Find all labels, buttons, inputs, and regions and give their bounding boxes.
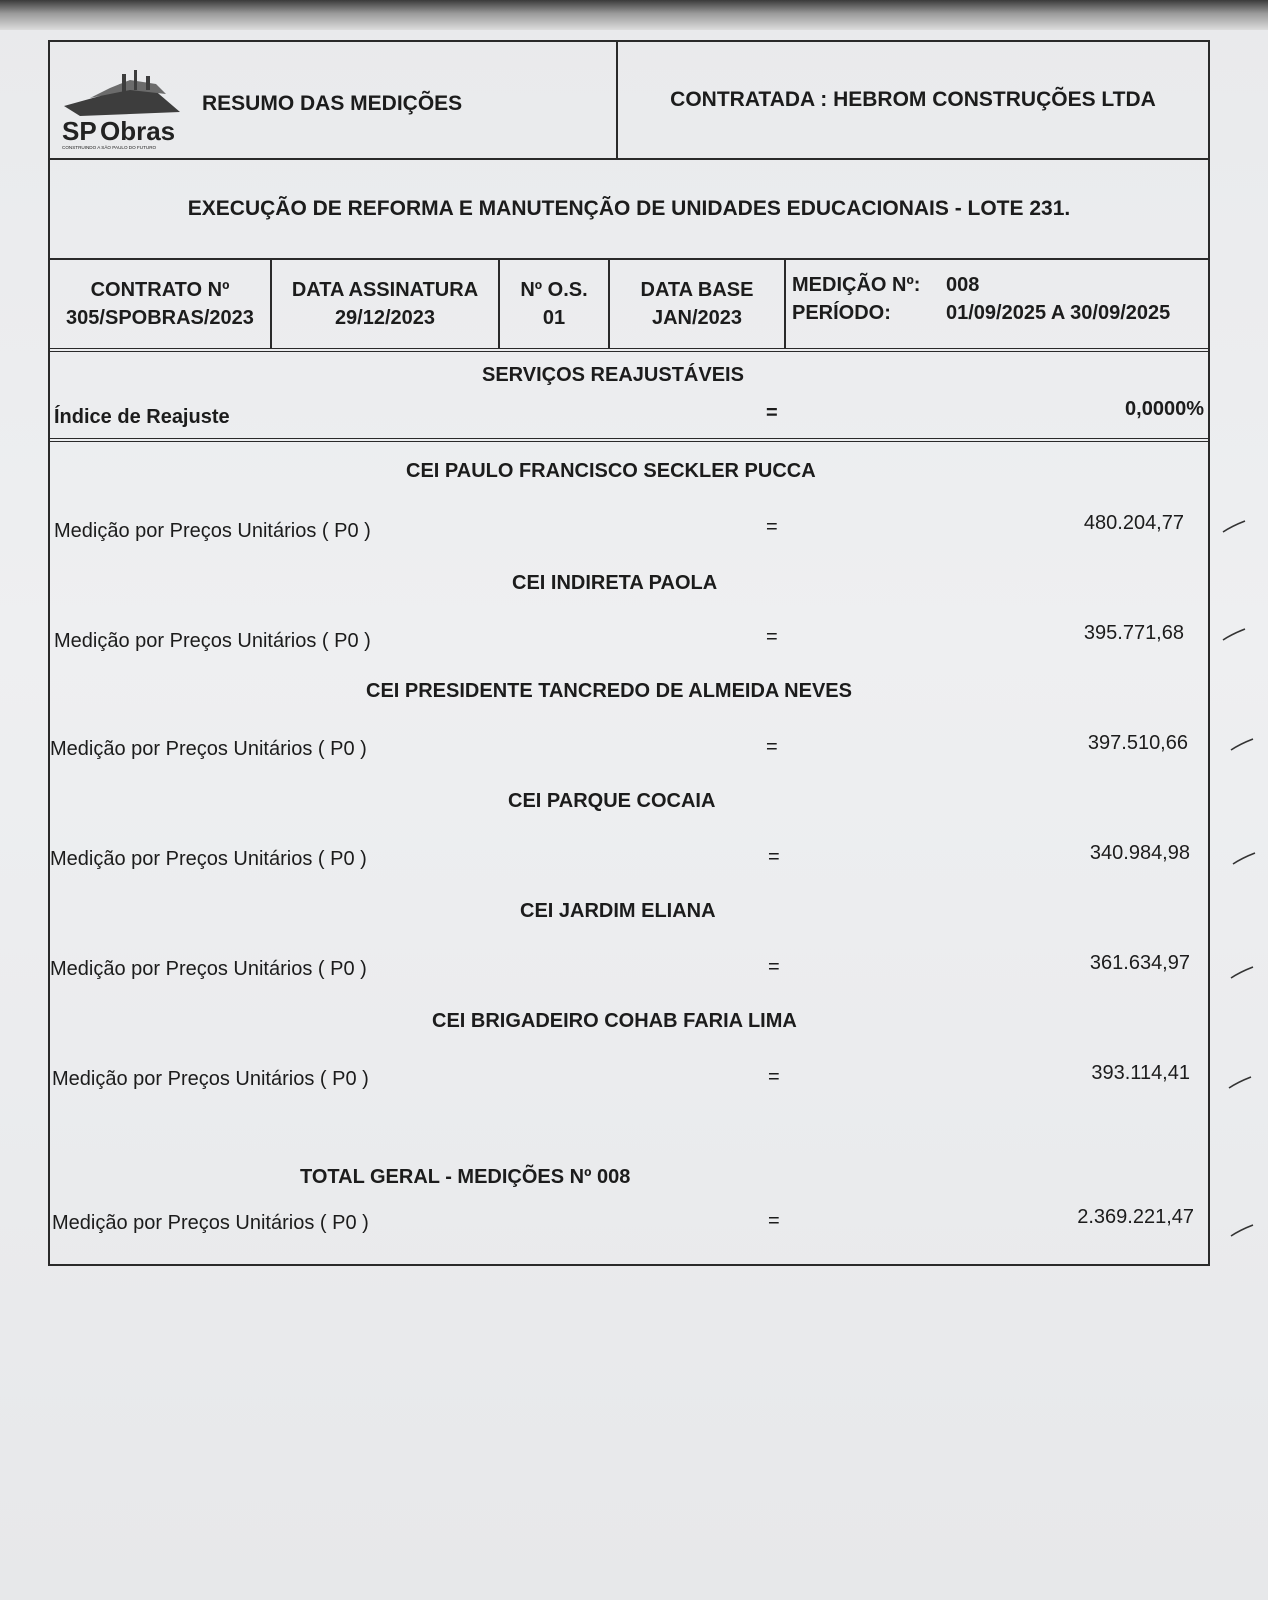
- assinatura-value: 29/12/2023: [334, 307, 436, 329]
- reajuste-equals: =: [766, 402, 778, 424]
- header-left: [50, 42, 618, 158]
- database-value: JAN/2023: [651, 307, 743, 329]
- total-measurement-label: Medição por Preços Unitários ( P0 ): [52, 1212, 369, 1234]
- contrato-label: CONTRATO Nº: [90, 279, 230, 301]
- unit-name: CEI JARDIM ELIANA: [520, 900, 716, 922]
- periodo-value: 01/09/2025 A 30/09/2025: [946, 302, 1171, 324]
- spobras-logo: [60, 66, 186, 150]
- medicao-cell: [786, 260, 1208, 348]
- unit-measurement-value: 361.634,97: [1089, 952, 1190, 974]
- reajuste-title: SERVIÇOS REAJUSTÁVEIS: [482, 364, 744, 386]
- unit-measurement-label: Medição por Preços Unitários ( P0 ): [54, 520, 371, 542]
- checkmark-icon: [1230, 738, 1254, 752]
- total-title: TOTAL GERAL - MEDIÇÕES Nº 008: [300, 1166, 631, 1188]
- unit-measurement-value: 480.204,77: [1083, 512, 1184, 534]
- medicao-label: MEDIÇÃO Nº:: [792, 274, 921, 296]
- unit-name: CEI PRESIDENTE TANCREDO DE ALMEIDA NEVES: [366, 680, 852, 702]
- os-label: Nº O.S.: [520, 279, 588, 301]
- database-cell: [610, 260, 786, 348]
- total-equals: =: [768, 1210, 780, 1232]
- os-cell: [500, 260, 610, 348]
- reajuste-label: Índice de Reajuste: [54, 406, 230, 428]
- os-value: 01: [542, 307, 566, 329]
- contrato-cell: [50, 260, 272, 348]
- unit-equals: =: [766, 516, 778, 538]
- document-title: RESUMO DAS MEDIÇÕES: [202, 92, 463, 115]
- svg-text:Obras: Obras: [100, 116, 176, 146]
- unit-name: CEI PARQUE COCAIA: [508, 790, 716, 812]
- contrato-value: 305/SPOBRAS/2023: [66, 307, 254, 329]
- unit-measurement-value: 395.771,68: [1083, 622, 1184, 644]
- unit-equals: =: [768, 1066, 780, 1088]
- unit-name: CEI BRIGADEIRO COHAB FARIA LIMA: [432, 1010, 797, 1032]
- header-right: [618, 42, 1208, 158]
- assinatura-label: DATA ASSINATURA: [291, 279, 479, 301]
- unit-measurement-value: 340.984,98: [1089, 842, 1190, 864]
- checkmark-icon: [1228, 1076, 1252, 1090]
- unit-name: CEI INDIRETA PAOLA: [512, 572, 718, 594]
- checkmark-icon: [1230, 966, 1254, 980]
- total-measurement-value: 2.369.221,47: [1077, 1206, 1194, 1228]
- unit-equals: =: [766, 736, 778, 758]
- unit-measurement-value: 397.510,66: [1087, 732, 1188, 754]
- contract-details-row: [50, 260, 1208, 352]
- unit-measurement-label: Medição por Preços Unitários ( P0 ): [50, 738, 367, 760]
- svg-text:SP: SP: [62, 116, 97, 146]
- checkmark-icon: [1222, 628, 1246, 642]
- medicao-value: 008: [946, 274, 980, 296]
- periodo-label: PERÍODO:: [792, 302, 891, 324]
- unit-name: CEI PAULO FRANCISCO SECKLER PUCCA: [406, 460, 816, 482]
- contratada-label: CONTRATADA : HEBROM CONSTRUÇÕES LTDA: [670, 88, 1156, 111]
- unit-measurement-label: Medição por Preços Unitários ( P0 ): [54, 630, 371, 652]
- reajuste-row: [50, 352, 1208, 442]
- assinatura-cell: [272, 260, 500, 348]
- checkmark-icon: [1232, 852, 1256, 866]
- measurement-summary-form: [48, 40, 1210, 1266]
- checkmark-icon: [1230, 1224, 1254, 1238]
- contract-object: EXECUÇÃO DE REFORMA E MANUTENÇÃO DE UNIDADES EDUCACIONAIS - LOTE 231.: [187, 197, 1071, 220]
- unit-equals: =: [768, 846, 780, 868]
- svg-text:CONSTRUINDO A SÃO PAULO DO FUT: CONSTRUINDO A SÃO PAULO DO FUTURO: [62, 145, 157, 150]
- unit-measurement-value: 393.114,41: [1091, 1062, 1190, 1084]
- unit-measurement-label: Medição por Preços Unitários ( P0 ): [50, 848, 367, 870]
- unit-measurement-label: Medição por Preços Unitários ( P0 ): [50, 958, 367, 980]
- object-cell: [50, 160, 1208, 258]
- object-row: [50, 160, 1208, 260]
- database-label: DATA BASE: [640, 279, 754, 301]
- checkmark-icon: [1222, 520, 1246, 534]
- reajuste-value: 0,0000%: [1125, 398, 1204, 420]
- unit-measurement-label: Medição por Preços Unitários ( P0 ): [52, 1068, 369, 1090]
- photo-top-edge: [0, 0, 1268, 30]
- header-row: [50, 42, 1208, 160]
- unit-equals: =: [768, 956, 780, 978]
- unit-equals: =: [766, 626, 778, 648]
